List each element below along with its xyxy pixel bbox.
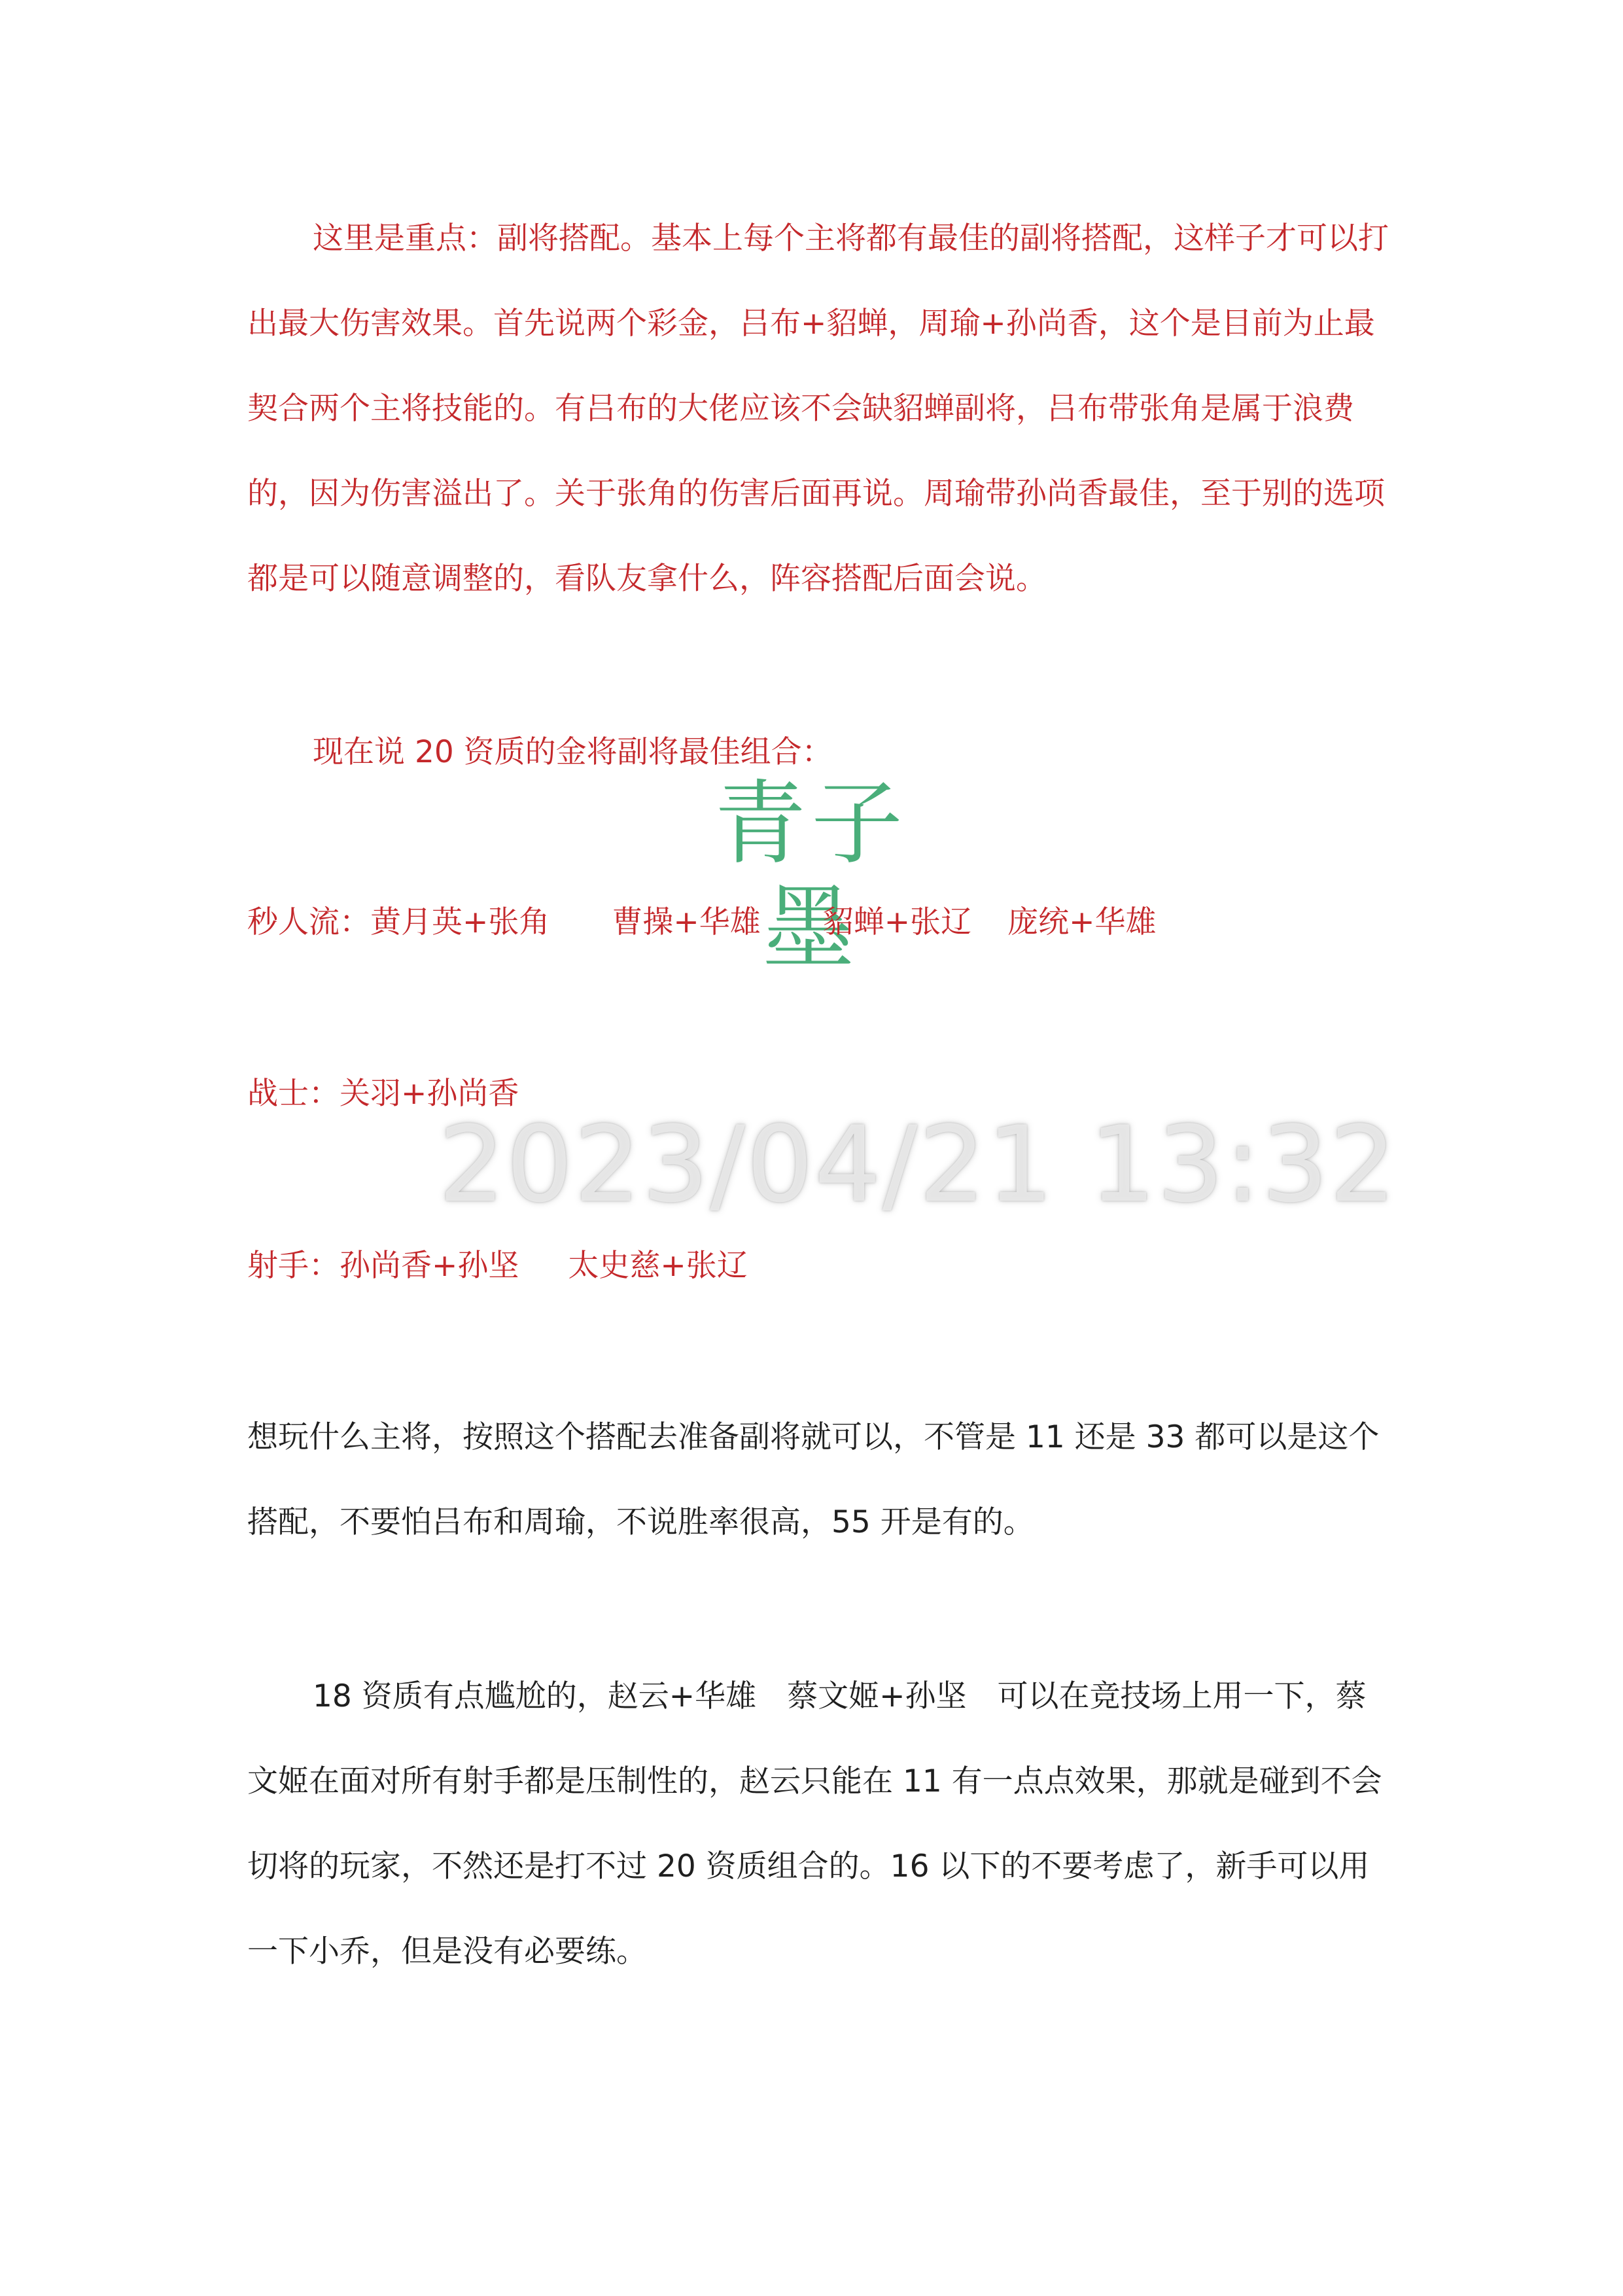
combo-item: 关羽+孙尚香 bbox=[340, 1076, 519, 1112]
combo-item: 貂蝉+张辽 bbox=[822, 904, 972, 940]
killer-row bbox=[247, 903, 1157, 942]
seal-stamp: 青子墨 bbox=[714, 771, 908, 982]
combo-item: 太史慈+张辽 bbox=[568, 1248, 748, 1284]
warrior-label: 战士： bbox=[247, 1076, 340, 1112]
killer-label: 秒人流： bbox=[247, 904, 370, 940]
paragraph-usage-advice: 想玩什么主将，按照这个搭配去准备副将就可以，不管是 11 还是 33 都可以是这个搭配，不要怕吕布和周瑜，不说胜率很高，55 开是有的。 bbox=[247, 1419, 1380, 1540]
combo-item: 庞统+华雄 bbox=[1007, 904, 1157, 940]
combo-item: 黄月英+张角 bbox=[370, 904, 550, 940]
paragraph-18-quality: 18 资质有点尴尬的，赵云+华雄 蔡文姬+孙坚 可以在竞技场上用一下，蔡文姬在面对所有射手都是压制性的，赵云只能在 11 有一点点效果，那就是碰到不会切将的玩家，不然还是打不过 20 资质组合的。16 以下的不要考虑了，新手可以用一下小乔，但是没有必要练。 bbox=[247, 1678, 1382, 1969]
heading-20-quality: 现在说 20 资质的金将副将最佳组合： bbox=[313, 734, 833, 770]
shooter-label: 射手： bbox=[247, 1248, 340, 1284]
combo-item: 曹操+华雄 bbox=[612, 904, 761, 940]
combo-item: 孙尚香+孙坚 bbox=[340, 1248, 519, 1284]
shooter-row bbox=[247, 1246, 748, 1286]
paragraph-deputy-pairing: 这里是重点：副将搭配。基本上每个主将都有最佳的副将搭配，这样子才可以打出最大伤害效果。首先说两个彩金，吕布+貂蝉，周瑜+孙尚香，这个是目前为止最契合两个主将技能的。有吕布的大佬应该不会缺貂蝉副将，吕布带张角是属于浪费的，因为伤害溢出了。关于张角的伤害后面再说。周瑜带孙尚香最佳，至于别的选项都是可以随意调整的，看队友拿什么，阵容搭配后面会说。 bbox=[247, 221, 1389, 597]
timestamp-watermark: 2023/04/21 13:32 bbox=[438, 1103, 1398, 1226]
